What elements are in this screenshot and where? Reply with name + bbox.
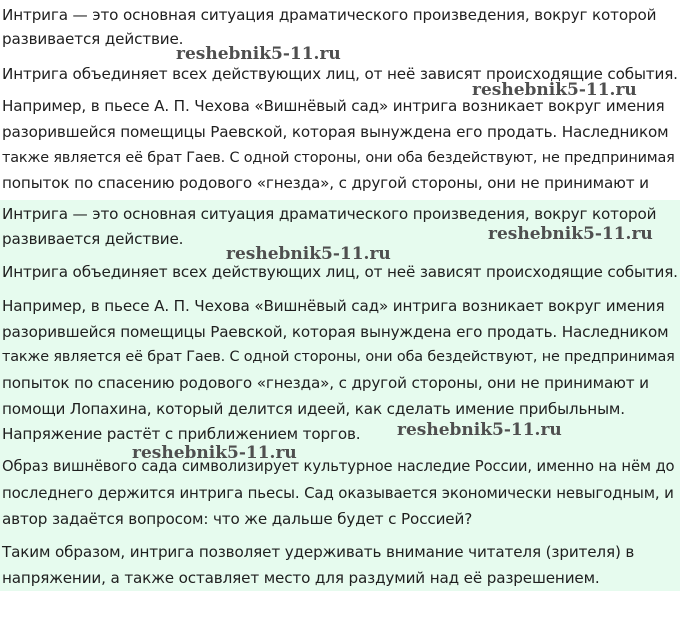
watermark: reshebnik5-11.ru bbox=[226, 244, 391, 264]
paragraph-line: Напряжение растёт с приближением торгов. bbox=[2, 425, 361, 443]
watermark: reshebnik5-11.ru bbox=[176, 44, 341, 64]
paragraph-line: Интрига — это основная ситуация драматического произведения, вокруг которой bbox=[2, 205, 657, 223]
paragraph-line: также является её брат Гаев. С одной стороны, они оба бездействуют, не предпринимая bbox=[2, 150, 675, 166]
paragraph-line: развивается действие. bbox=[2, 30, 184, 48]
paragraph-line: разорившейся помещицы Раевской, которая вынуждена его продать. Наследником bbox=[2, 323, 669, 341]
paragraph-line: также является её брат Гаев. С одной стороны, они оба бездействуют, не предпринимая bbox=[2, 349, 675, 365]
paragraph-line: разорившейся помещицы Раевской, которая вынуждена его продать. Наследником bbox=[2, 123, 669, 141]
watermark: reshebnik5-11.ru bbox=[488, 224, 653, 244]
paragraph-line: Интрига — это основная ситуация драматического произведения, вокруг которой bbox=[2, 6, 657, 24]
paragraph-line: помощи Лопахина, который делится идеей, как сделать имение прибыльным. bbox=[2, 400, 625, 418]
paragraph-line: Интрига объединяет всех действующих лиц, от неё зависят происходящие события. bbox=[2, 65, 678, 83]
paragraph-line: Например, в пьесе А. П. Чехова «Вишнёвый сад» интрига возникает вокруг имения bbox=[2, 297, 665, 315]
paragraph-line: Образ вишнёвого сада символизирует культурное наследие России, именно на нём до bbox=[2, 458, 675, 475]
paragraph-line: Таким образом, интрига позволяет удерживать внимание читателя (зрителя) в bbox=[2, 543, 635, 561]
paragraph-line: напряжении, а также оставляет место для раздумий над её разрешением. bbox=[2, 569, 600, 587]
paragraph-line: последнего держится интрига пьесы. Сад оказывается экономически невыгодным, и bbox=[2, 484, 674, 502]
paragraph-line: автор задаётся вопросом: что же дальше будет с Россией? bbox=[2, 510, 473, 528]
paragraph-line: попыток по спасению родового «гнезда», с другой стороны, они не принимают и bbox=[2, 174, 649, 192]
paragraph-line: попыток по спасению родового «гнезда», с другой стороны, они не принимают и bbox=[2, 374, 649, 392]
paragraph-line: Интрига объединяет всех действующих лиц, от неё зависят происходящие события. bbox=[2, 263, 678, 281]
paragraph-line: Например, в пьесе А. П. Чехова «Вишнёвый сад» интрига возникает вокруг имения bbox=[2, 97, 665, 115]
paragraph-line: развивается действие. bbox=[2, 230, 184, 248]
watermark: reshebnik5-11.ru bbox=[132, 443, 297, 463]
watermark: reshebnik5-11.ru bbox=[397, 420, 562, 440]
watermark: reshebnik5-11.ru bbox=[472, 80, 637, 100]
